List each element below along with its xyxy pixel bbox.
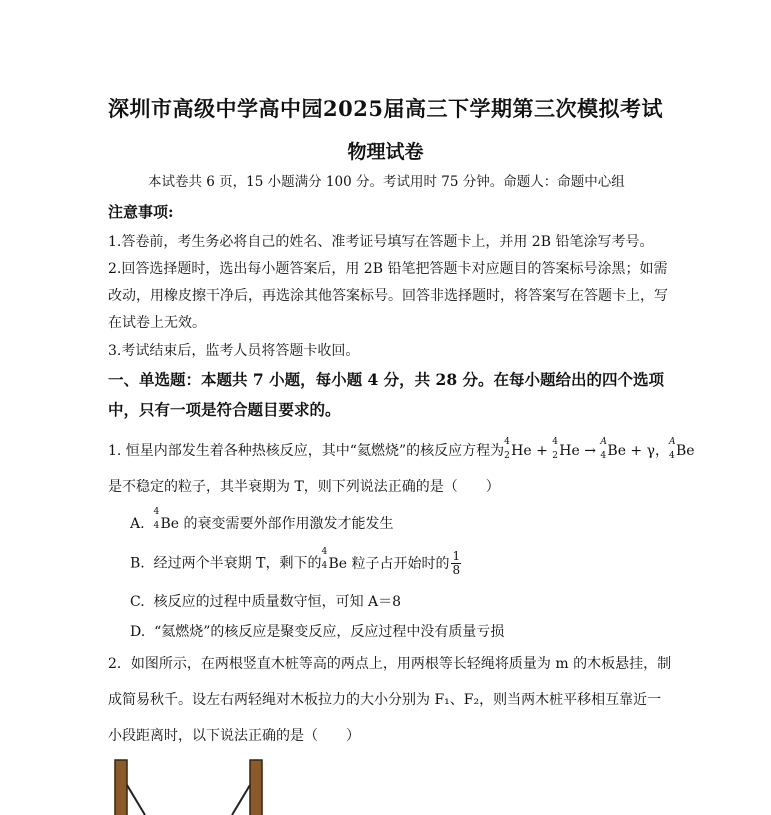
nuclide-he-1: 4 2 He	[504, 437, 532, 461]
notice-item-2: 2.回答选择题时，选出每小题答案后，用 2B 铅笔把答题卡对应题目的答案标号涂黑；如需	[108, 261, 668, 277]
plus-sign: +	[531, 443, 553, 459]
q1-text: 1. 恒星内部发生着各种热核反应，其中“氦燃烧”的核反应方程为	[108, 443, 505, 459]
left-rope	[127, 785, 145, 815]
right-rope	[232, 785, 250, 815]
left-post	[115, 760, 127, 815]
notice-item-2-cont: 改动，用橡皮擦干净后，再选涂其他答案标号。回答非选择题时，将答案写在答题卡上，写	[108, 288, 668, 304]
q2-stem-line2: 成简易秋千。设左右两轻绳对木板拉力的大小分别为 F₁、F₂，则当两木桩平移相互靠近一	[108, 692, 662, 708]
notice-item-2-end: 在试卷上无效。	[108, 315, 206, 331]
nuclide-be-opt-a: 4 4 Be 的衰变需要外部作用激发才能发生	[153, 507, 394, 532]
nuclide-be-a: A 4 Be	[600, 437, 626, 461]
q1-option-a: A. 4 4 Be 的衰变需要外部作用激发才能发生	[130, 507, 394, 532]
exam-title: 深圳市高级中学高中园2025届高三下学期第三次模拟考试	[108, 96, 663, 121]
q2-stem-line3: 小段距离时，以下说法正确的是（ ）	[108, 728, 360, 744]
exam-info: 本试卷共 6 页，15 小题满分 100 分。考试用时 75 分钟。命题人：命题中心组	[148, 174, 625, 190]
q2-stem-line1: 2．如图所示，在两根竖直木桩等高的两点上，用两根等长轻绳将质量为 m 的木板悬挂，制	[108, 656, 672, 672]
exam-subtitle: 物理试卷	[347, 141, 424, 163]
swing-figure	[100, 755, 280, 815]
plus-gamma: + γ，	[625, 443, 669, 459]
fraction-one-eighth: $\frac{1}{8}$	[452, 549, 461, 577]
notice-item-1: 1.答卷前，考生务必将自己的姓名、准考证号填写在答题卡上，并用 2B 铅笔涂写考号。	[108, 234, 654, 250]
arrow-sign: →	[579, 443, 601, 459]
q1-option-c: C. 核反应的过程中质量数守恒，可知 A＝8	[130, 594, 402, 610]
right-post	[250, 760, 262, 815]
notice-item-3: 3.考试结束后，监考人员将答题卡收回。	[108, 343, 360, 359]
q1-option-b: B. 经过两个半衰期 T，剩下的 4 4 Be 粒子占开始时的 $\frac{1}{8}$	[130, 546, 461, 577]
nuclide-be-tail: A 4 Be	[668, 437, 695, 461]
q1-option-d: D. “氦燃烧”的核反应是聚变反应，反应过程中没有质量亏损	[130, 624, 505, 640]
q1-stem-line2: 是不稳定的粒子，其半衰期为 T，则下列说法正确的是（ ）	[108, 479, 500, 495]
nuclide-he-2: 4 2 He	[552, 437, 580, 461]
notice-heading: 注意事项:	[108, 203, 174, 221]
section-heading-line2: 中，只有一项是符合题目要求的。	[108, 400, 341, 419]
q1-stem-line1	[108, 437, 695, 461]
nuclide-be-opt-b: 4 4 Be 粒子占开始时的	[321, 546, 450, 572]
section-heading-line1: 一、单选题：本题共 7 小题，每小题 4 分，共 28 分。在每小题给出的四个选项	[108, 370, 665, 389]
